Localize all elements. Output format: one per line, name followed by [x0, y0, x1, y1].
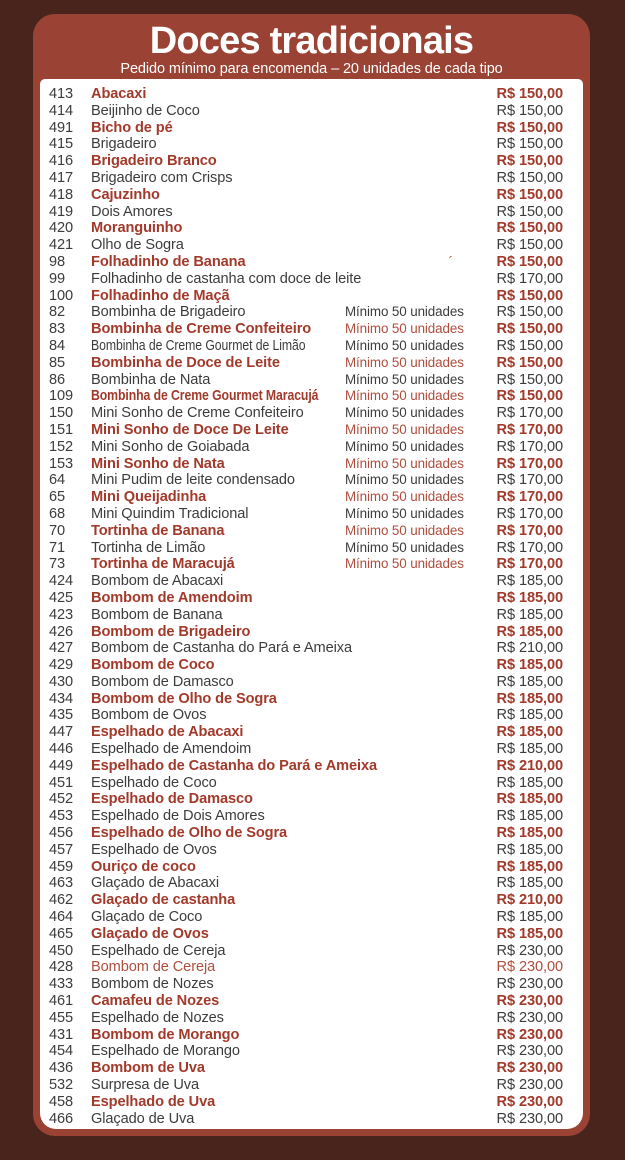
item-number: 450	[49, 942, 74, 959]
item-price: R$ 150,00	[496, 253, 563, 270]
item-note: ´	[448, 253, 453, 269]
price-list	[40, 79, 583, 1129]
menu-row	[40, 321, 583, 338]
item-name: Surpresa de Uva	[91, 1077, 200, 1094]
item-name: Bombom de Uva	[91, 1060, 205, 1077]
item-name: Mini Queijadinha	[91, 489, 207, 506]
item-number: 68	[49, 505, 66, 522]
item-price: R$ 150,00	[496, 287, 563, 304]
item-price: R$ 210,00	[496, 757, 563, 774]
item-name: Bombom de Banana	[91, 606, 223, 623]
menu-row	[40, 707, 583, 724]
menu-row	[40, 506, 583, 523]
menu-row	[40, 556, 583, 573]
item-price: R$ 150,00	[496, 220, 563, 237]
item-name: Ouriço de coco	[91, 858, 196, 875]
item-number: 447	[49, 724, 74, 741]
item-number: 423	[49, 606, 74, 623]
item-name: Glaçado de Coco	[91, 909, 203, 926]
menu-row	[40, 405, 583, 422]
menu-row	[40, 1094, 583, 1111]
item-price: R$ 185,00	[496, 925, 563, 942]
item-price: R$ 185,00	[496, 808, 563, 825]
menu-row	[40, 153, 583, 170]
item-number: 491	[49, 119, 74, 136]
item-number: 436	[49, 1060, 74, 1077]
item-name: Folhadinho de Maçã	[91, 287, 230, 304]
item-price: R$ 230,00	[496, 1026, 563, 1043]
item-note: Mínimo 50 unidades	[345, 405, 464, 421]
item-name: Bombom de Castanha do Pará e Ameixa	[91, 640, 352, 657]
item-price: R$ 170,00	[496, 405, 563, 422]
menu-row	[40, 758, 583, 775]
item-name: Bombinha de Creme Gourmet de Limão	[91, 337, 306, 354]
item-number: 457	[49, 841, 74, 858]
item-price: R$ 150,00	[496, 321, 563, 338]
item-name: Bombom de Amendoim	[91, 589, 253, 606]
menu-row	[40, 1043, 583, 1060]
page-subtitle: Pedido mínimo para encomenda – 20 unidades de cada tipo	[120, 61, 503, 77]
item-number: 150	[49, 405, 74, 422]
item-name: Dois Amores	[91, 203, 173, 220]
item-name: Espelhado de Morango	[91, 1043, 240, 1060]
item-number: 430	[49, 673, 74, 690]
item-name: Bombinha de Brigadeiro	[91, 304, 246, 321]
item-number: 434	[49, 690, 74, 707]
menu-row	[40, 388, 583, 405]
item-name: Bicho de pé	[91, 119, 173, 136]
menu-row	[40, 976, 583, 993]
item-number: 64	[49, 472, 66, 489]
item-note: Mínimo 50 unidades	[345, 472, 464, 488]
item-name: Mini Quindim Tradicional	[91, 505, 249, 522]
menu-row	[40, 741, 583, 758]
item-number: 425	[49, 589, 74, 606]
menu-card	[33, 14, 590, 1136]
menu-row	[40, 304, 583, 321]
item-price: R$ 170,00	[496, 455, 563, 472]
item-price: R$ 185,00	[496, 623, 563, 640]
item-name: Bombom de Cereja	[91, 959, 216, 976]
item-name: Mini Sonho de Goiabada	[91, 438, 250, 455]
item-number: 82	[49, 304, 66, 321]
item-name: Mini Sonho de Nata	[91, 455, 225, 472]
item-price: R$ 170,00	[496, 539, 563, 556]
item-number: 461	[49, 993, 74, 1010]
item-number: 421	[49, 237, 74, 254]
item-number: 463	[49, 875, 74, 892]
item-name: Espelhado de Cereja	[91, 942, 226, 959]
item-name: Tortinha de Limão	[91, 539, 206, 556]
item-price: R$ 230,00	[496, 1110, 563, 1127]
item-number: 65	[49, 489, 66, 506]
menu-row	[40, 237, 583, 254]
item-price: R$ 230,00	[496, 1060, 563, 1077]
menu-row	[40, 875, 583, 892]
menu-row	[40, 220, 583, 237]
item-price: R$ 150,00	[496, 153, 563, 170]
item-price: R$ 185,00	[496, 791, 563, 808]
item-number: 98	[49, 253, 66, 270]
menu-row	[40, 791, 583, 808]
menu-row	[40, 170, 583, 187]
item-number: 73	[49, 556, 66, 573]
item-price: R$ 185,00	[496, 858, 563, 875]
item-price: R$ 185,00	[496, 825, 563, 842]
item-number: 532	[49, 1077, 74, 1094]
menu-row	[40, 590, 583, 607]
menu-row	[40, 422, 583, 439]
item-price: R$ 185,00	[496, 774, 563, 791]
item-name: Bombinha de Doce de Leite	[91, 354, 280, 371]
item-number: 152	[49, 438, 74, 455]
item-number: 449	[49, 757, 74, 774]
menu-row	[40, 640, 583, 657]
item-name: Bombom de Nozes	[91, 976, 214, 993]
item-number: 419	[49, 203, 74, 220]
item-number: 464	[49, 909, 74, 926]
menu-row	[40, 909, 583, 926]
menu-row	[40, 859, 583, 876]
item-name: Tortinha de Banana	[91, 522, 225, 539]
item-name: Brigadeiro Branco	[91, 153, 217, 170]
item-note: Mínimo 50 unidades	[345, 421, 464, 437]
item-name: Brigadeiro	[91, 136, 157, 153]
item-number: 452	[49, 791, 74, 808]
item-note: Mínimo 50 unidades	[345, 539, 464, 555]
item-price: R$ 170,00	[496, 522, 563, 539]
item-name: Bombinha de Nata	[91, 371, 211, 388]
item-number: 462	[49, 892, 74, 909]
item-number: 109	[49, 388, 74, 405]
menu-row	[40, 523, 583, 540]
item-price: R$ 185,00	[496, 875, 563, 892]
item-price: R$ 170,00	[496, 421, 563, 438]
item-price: R$ 150,00	[496, 388, 563, 405]
item-note: Mínimo 50 unidades	[345, 388, 464, 404]
item-number: 420	[49, 220, 74, 237]
menu-row	[40, 456, 583, 473]
item-name: Espelhado de Amendoim	[91, 741, 252, 758]
item-name: Bombom de Olho de Sogra	[91, 690, 277, 707]
item-name: Glaçado de Abacaxi	[91, 875, 220, 892]
item-name: Bombom de Morango	[91, 1026, 240, 1043]
item-number: 70	[49, 522, 66, 539]
item-price: R$ 230,00	[496, 993, 563, 1010]
menu-row	[40, 472, 583, 489]
menu-row	[40, 540, 583, 557]
item-number: 458	[49, 1093, 74, 1110]
item-name: Tortinha de Maracujá	[91, 556, 235, 573]
menu-row	[40, 254, 583, 271]
item-number: 415	[49, 136, 74, 153]
item-number: 453	[49, 808, 74, 825]
item-name: Bombom de Abacaxi	[91, 573, 224, 590]
item-price: R$ 150,00	[496, 354, 563, 371]
item-number: 424	[49, 573, 74, 590]
item-note: Mínimo 50 unidades	[345, 556, 464, 572]
item-name: Glaçado de Uva	[91, 1110, 195, 1127]
item-price: R$ 150,00	[496, 203, 563, 220]
item-number: 435	[49, 707, 74, 724]
item-price: R$ 210,00	[496, 640, 563, 657]
item-price: R$ 150,00	[496, 371, 563, 388]
item-number: 456	[49, 825, 74, 842]
item-price: R$ 185,00	[496, 657, 563, 674]
item-price: R$ 230,00	[496, 1077, 563, 1094]
item-number: 427	[49, 640, 74, 657]
menu-row	[40, 1077, 583, 1094]
item-name: Olho de Sogra	[91, 237, 184, 254]
item-price: R$ 170,00	[496, 472, 563, 489]
item-name: Camafeu de Nozes	[91, 993, 220, 1010]
menu-row	[40, 959, 583, 976]
item-price: R$ 185,00	[496, 741, 563, 758]
item-name: Espelhado de Damasco	[91, 791, 253, 808]
item-price: R$ 185,00	[496, 573, 563, 590]
item-price: R$ 170,00	[496, 438, 563, 455]
menu-row	[40, 607, 583, 624]
item-price: R$ 150,00	[496, 304, 563, 321]
item-number: 416	[49, 153, 74, 170]
item-number: 446	[49, 741, 74, 758]
item-number: 85	[49, 354, 66, 371]
item-price: R$ 185,00	[496, 673, 563, 690]
item-note: Mínimo 50 unidades	[345, 522, 464, 538]
item-name: Espelhado de Nozes	[91, 1009, 224, 1026]
item-name: Folhadinho de Banana	[91, 253, 246, 270]
menu-row	[40, 489, 583, 506]
item-number: 71	[49, 539, 66, 556]
menu-row	[40, 808, 583, 825]
item-name: Bombinha de Creme Gourmet Maracujá	[91, 388, 319, 405]
menu-row	[40, 355, 583, 372]
item-price: R$ 170,00	[496, 556, 563, 573]
menu-row	[40, 103, 583, 120]
item-number: 153	[49, 455, 74, 472]
menu-row	[40, 338, 583, 355]
item-price: R$ 150,00	[496, 136, 563, 153]
menu-row	[40, 943, 583, 960]
menu-row	[40, 439, 583, 456]
menu-row	[40, 120, 583, 137]
item-price: R$ 150,00	[496, 119, 563, 136]
item-price: R$ 185,00	[496, 690, 563, 707]
item-number: 83	[49, 321, 66, 338]
item-price: R$ 230,00	[496, 976, 563, 993]
item-name: Espelhado de Uva	[91, 1093, 216, 1110]
menu-header	[33, 14, 590, 79]
item-number: 433	[49, 976, 74, 993]
item-number: 465	[49, 925, 74, 942]
item-note: Mínimo 50 unidades	[345, 489, 464, 505]
item-name: Abacaxi	[91, 86, 147, 102]
item-name: Bombom de Damasco	[91, 673, 234, 690]
item-note: Mínimo 50 unidades	[345, 371, 464, 387]
menu-row	[40, 825, 583, 842]
item-price: R$ 150,00	[496, 237, 563, 254]
item-name: Espelhado de Ovos	[91, 841, 217, 858]
item-name: Beijinho de Coco	[91, 102, 200, 119]
item-number: 413	[49, 86, 74, 102]
item-number: 99	[49, 270, 66, 287]
item-name: Espelhado de Olho de Sogra	[91, 825, 288, 842]
item-name: Espelhado de Abacaxi	[91, 724, 244, 741]
menu-row	[40, 573, 583, 590]
item-number: 455	[49, 1009, 74, 1026]
item-number: 426	[49, 623, 74, 640]
item-note: Mínimo 50 unidades	[345, 337, 464, 353]
item-number: 414	[49, 102, 74, 119]
item-name: Mini Sonho de Creme Confeiteiro	[91, 405, 304, 422]
item-price: R$ 170,00	[496, 505, 563, 522]
item-number: 418	[49, 186, 74, 203]
item-number: 466	[49, 1110, 74, 1127]
item-number: 451	[49, 774, 74, 791]
menu-row	[40, 204, 583, 221]
item-price: R$ 185,00	[496, 707, 563, 724]
item-price: R$ 150,00	[496, 86, 563, 102]
menu-row	[40, 926, 583, 943]
item-price: R$ 210,00	[496, 892, 563, 909]
menu-row	[40, 892, 583, 909]
item-note: Mínimo 50 unidades	[345, 455, 464, 471]
item-price: R$ 170,00	[496, 489, 563, 506]
item-price: R$ 185,00	[496, 606, 563, 623]
item-name: Espelhado de Castanha do Pará e Ameixa	[91, 757, 378, 774]
menu-row	[40, 1027, 583, 1044]
menu-row	[40, 775, 583, 792]
item-name: Bombom de Ovos	[91, 707, 207, 724]
menu-row	[40, 674, 583, 691]
item-name: Bombom de Brigadeiro	[91, 623, 251, 640]
item-number: 417	[49, 169, 74, 186]
item-name: Cajuzinho	[91, 186, 160, 203]
menu-row	[40, 187, 583, 204]
menu-row	[40, 1010, 583, 1027]
item-number: 100	[49, 287, 74, 304]
item-note: Mínimo 50 unidades	[345, 304, 464, 320]
item-number: 84	[49, 337, 66, 354]
item-price: R$ 230,00	[496, 959, 563, 976]
item-name: Espelhado de Dois Amores	[91, 808, 265, 825]
menu-row	[40, 993, 583, 1010]
menu-row	[40, 657, 583, 674]
item-note: Mínimo 50 unidades	[345, 438, 464, 454]
item-name: Espelhado de Coco	[91, 774, 217, 791]
item-price: R$ 230,00	[496, 942, 563, 959]
item-name: Mini Pudim de leite condensado	[91, 472, 295, 489]
item-name: Glaçado de castanha	[91, 892, 236, 909]
item-price: R$ 230,00	[496, 1009, 563, 1026]
menu-row	[40, 1060, 583, 1077]
item-price: R$ 185,00	[496, 724, 563, 741]
menu-row	[40, 288, 583, 305]
item-price: R$ 185,00	[496, 909, 563, 926]
item-note: Mínimo 50 unidades	[345, 505, 464, 521]
item-name: Moranguinho	[91, 220, 183, 237]
item-number: 459	[49, 858, 74, 875]
item-note: Mínimo 50 unidades	[345, 354, 464, 370]
item-number: 86	[49, 371, 66, 388]
item-price: R$ 150,00	[496, 186, 563, 203]
menu-row	[40, 372, 583, 389]
page-title: Doces tradicionais	[149, 20, 474, 62]
item-price: R$ 170,00	[496, 270, 563, 287]
item-number: 454	[49, 1043, 74, 1060]
menu-row	[40, 136, 583, 153]
item-number: 431	[49, 1026, 74, 1043]
item-price: R$ 150,00	[496, 102, 563, 119]
item-name: Bombinha de Creme Confeiteiro	[91, 321, 312, 338]
menu-row	[40, 624, 583, 641]
item-number: 151	[49, 421, 74, 438]
item-number: 428	[49, 959, 74, 976]
item-number: 429	[49, 657, 74, 674]
menu-row	[40, 842, 583, 859]
item-price: R$ 185,00	[496, 589, 563, 606]
item-note: Mínimo 50 unidades	[345, 321, 464, 337]
item-name: Brigadeiro com Crisps	[91, 169, 233, 186]
item-name: Glaçado de Ovos	[91, 925, 209, 942]
item-price: R$ 185,00	[496, 841, 563, 858]
item-price: R$ 150,00	[496, 169, 563, 186]
item-name: Folhadinho de castanha com doce de leite	[91, 270, 362, 287]
menu-row	[40, 271, 583, 288]
menu-row	[40, 86, 583, 103]
item-name: Bombom de Coco	[91, 657, 215, 674]
item-price: R$ 230,00	[496, 1043, 563, 1060]
item-price: R$ 150,00	[496, 337, 563, 354]
item-name: Mini Sonho de Doce De Leite	[91, 421, 289, 438]
item-price: R$ 230,00	[496, 1093, 563, 1110]
menu-row	[40, 724, 583, 741]
menu-row	[40, 1111, 583, 1128]
menu-row	[40, 691, 583, 708]
